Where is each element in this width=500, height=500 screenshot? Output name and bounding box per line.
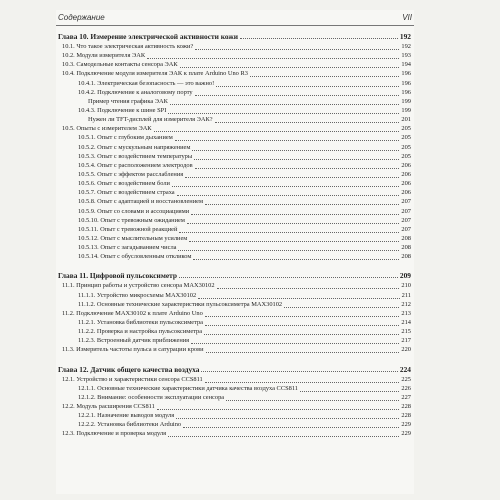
chapter-heading-text: Глава 11. Цифровой пульсоксиметр (58, 271, 177, 281)
toc-entry-text: Пример чтения графика ЭАК (88, 97, 168, 105)
toc-entry-text: 11.3. Измеритель частоты пульса и сатурации крови (62, 346, 204, 354)
toc-entry-page: 205 (401, 143, 411, 151)
toc-entry-text: 10.5.7. Опыт с воздействием страха (78, 189, 175, 197)
dot-leader (168, 427, 399, 437)
toc-entry-page: 196 (401, 88, 411, 96)
toc-entry-text: 12.2.1. Назначение выводов модуля (78, 412, 175, 420)
toc-entry-text: 11.2.2. Проверка и настройка пульсоксиметра (78, 328, 203, 336)
toc-entry-page: 207 (401, 225, 411, 233)
chapter-heading-text: Глава 12. Датчик общего качества воздуха (58, 364, 200, 374)
toc-entry-page: 212 (401, 300, 411, 308)
toc-entry-page: 225 (401, 375, 411, 383)
toc-entry-text: 10.5.9. Опыт со словами и ассоциациями (78, 207, 190, 215)
book-page (56, 10, 414, 494)
toc-entry-text: 11.2.3. Встроенный датчик приближения (78, 337, 190, 345)
toc-entry-text: 12.1.2. Внимание: особенности эксплуатации сенсора (78, 393, 225, 401)
toc-entry-page: 226 (401, 384, 411, 392)
toc-entry (56, 252, 414, 261)
toc-entry-text: 12.1. Устройство и характеристики сенсора CCS811 (62, 375, 203, 383)
toc-entry-page: 207 (401, 216, 411, 224)
chapter-heading-page: 209 (399, 271, 411, 281)
toc-entry-text: Нужен ли TFT-дисплей для измерителя ЭАК? (88, 116, 213, 124)
toc-entry-page: 206 (401, 161, 411, 169)
dot-leader (193, 250, 399, 260)
chapter-heading-page: 192 (399, 32, 411, 41)
toc-entry-page: 206 (401, 170, 411, 178)
toc-entry-page: 201 (401, 116, 411, 124)
toc-entry-text: 12.2. Модуль расширения CCS811 (62, 402, 155, 410)
toc-entry-page: 193 (401, 52, 411, 60)
toc-entry-text: 10.5.14. Опыт с обусловленным откликом (78, 253, 192, 261)
toc-entry-page: 207 (401, 198, 411, 206)
toc-entry-text: 12.1.1. Основные технические характеристики датчика качества воздуха CCS811 (78, 384, 298, 392)
toc-entry-text: 10.1. Что такое электрическая активность кожи? (62, 43, 194, 50)
toc-entry-text: 10.5.4. Опыт с расположением электродов (78, 161, 193, 169)
chapter-heading-text: Глава 10. Измерение электрической активности кожи (58, 32, 239, 41)
chapter-heading-page: 224 (399, 364, 411, 374)
toc-entry-page: 205 (401, 125, 411, 133)
toc-entry-text: 10.4.3. Подключение к шине SPI (78, 106, 167, 114)
toc-entry-text: 12.2.2. Установка библиотеки Arduino (78, 421, 182, 429)
toc-entry-page: 217 (401, 337, 411, 345)
toc-entry-text: 10.4.2. Подключение к аналоговому порту (78, 88, 193, 96)
dot-leader (240, 29, 398, 39)
dot-leader (206, 343, 399, 353)
toc-entry-page: 194 (401, 61, 411, 69)
toc-entry-page: 228 (401, 402, 411, 410)
toc-entry-page: 228 (401, 412, 411, 420)
toc-entry-text: 11.1.2. Основные технические характеристики пульсоксиметра MAX30102 (78, 300, 283, 308)
toc-entry-page: 199 (401, 97, 411, 105)
toc-entry-page: 206 (401, 180, 411, 188)
toc-entry-text: 11.1. Принцип работы и устройство сенсора MAX30102 (62, 282, 215, 290)
table-of-contents (56, 31, 414, 438)
toc-entry-text: 10.5.2. Опыт с мускульным напряжением (78, 143, 191, 151)
toc-entry-text: 10.5.11. Опыт с тревожной реакцией (78, 225, 178, 233)
dot-leader (201, 362, 398, 372)
running-header (56, 12, 414, 25)
toc-entry-page: 196 (401, 70, 411, 78)
toc-entry-text: 12.3. Подключение и проверка модуля (62, 430, 167, 438)
toc-entry-page: 210 (401, 282, 411, 290)
toc-entry-page: 213 (401, 309, 411, 317)
toc-entry-page: 208 (401, 244, 411, 252)
page-number: VII (402, 13, 412, 22)
toc-entry (56, 345, 414, 354)
header-rule (56, 25, 414, 26)
toc-entry-text: 10.4.1. Электрическая безопасность — это важно! (78, 79, 215, 87)
toc-entry-text: 10.3. Самодельные контакты сенсора ЭАК (62, 61, 178, 69)
toc-entry-text: 10.5.6. Опыт с воздействием боли (78, 180, 170, 188)
toc-entry-page: 211 (401, 291, 411, 299)
toc-entry-page: 229 (401, 430, 411, 438)
toc-entry-page: 229 (401, 421, 411, 429)
toc-entry-text: 10.5.8. Опыт с адаптацией и восстановлением (78, 198, 204, 206)
toc-entry (56, 429, 414, 438)
toc-entry-page: 206 (401, 189, 411, 197)
toc-entry-text: 10.2. Модули измерителя ЭАК (62, 52, 146, 60)
toc-entry-page: 214 (401, 318, 411, 326)
toc-entry-page: 227 (401, 393, 411, 401)
toc-entry-page: 205 (401, 134, 411, 142)
toc-entry-text: 11.2.1. Установка библиотеки пульсоксиметра (78, 318, 203, 326)
toc-entry-text: 10.5.12. Опыт с мыслительным усилием (78, 234, 188, 242)
toc-entry-page: 215 (401, 328, 411, 336)
toc-entry-text: 10.5. Опыты с измерителем ЭАК (62, 125, 152, 133)
dot-leader (179, 268, 398, 278)
toc-entry-text: 11.2. Подключение MAX30102 к плате Arduino Uno (62, 309, 203, 317)
toc-entry-page: 196 (401, 79, 411, 87)
toc-entry-page: 207 (401, 207, 411, 215)
toc-entry-page: 199 (401, 106, 411, 114)
toc-entry-page: 208 (401, 253, 411, 261)
toc-entry-text: 11.1.1. Устройство микросхемы MAX30102 (78, 291, 197, 299)
toc-entry-page: 220 (401, 346, 411, 354)
toc-entry-text: 10.5.10. Опыт с тревожным ожиданием (78, 216, 185, 224)
toc-entry-text: 10.5.1. Опыт с глубоким дыханием (78, 134, 173, 142)
toc-entry-text: 10.5.13. Опыт с загадыванием числа (78, 244, 177, 252)
section-title: Содержание (58, 13, 105, 22)
toc-entry-page: 208 (401, 234, 411, 242)
toc-entry-page: 192 (401, 43, 411, 50)
toc-entry-page: 205 (401, 152, 411, 160)
toc-entry-text: 10.5.3. Опыт с воздействием температуры (78, 152, 193, 160)
toc-entry-text: 10.5.5. Опыт с эффектом расслабления (78, 170, 184, 178)
toc-entry-text: 10.4. Подключение модуля измерителя ЭАК к плате Arduino Uno R3 (62, 70, 248, 78)
